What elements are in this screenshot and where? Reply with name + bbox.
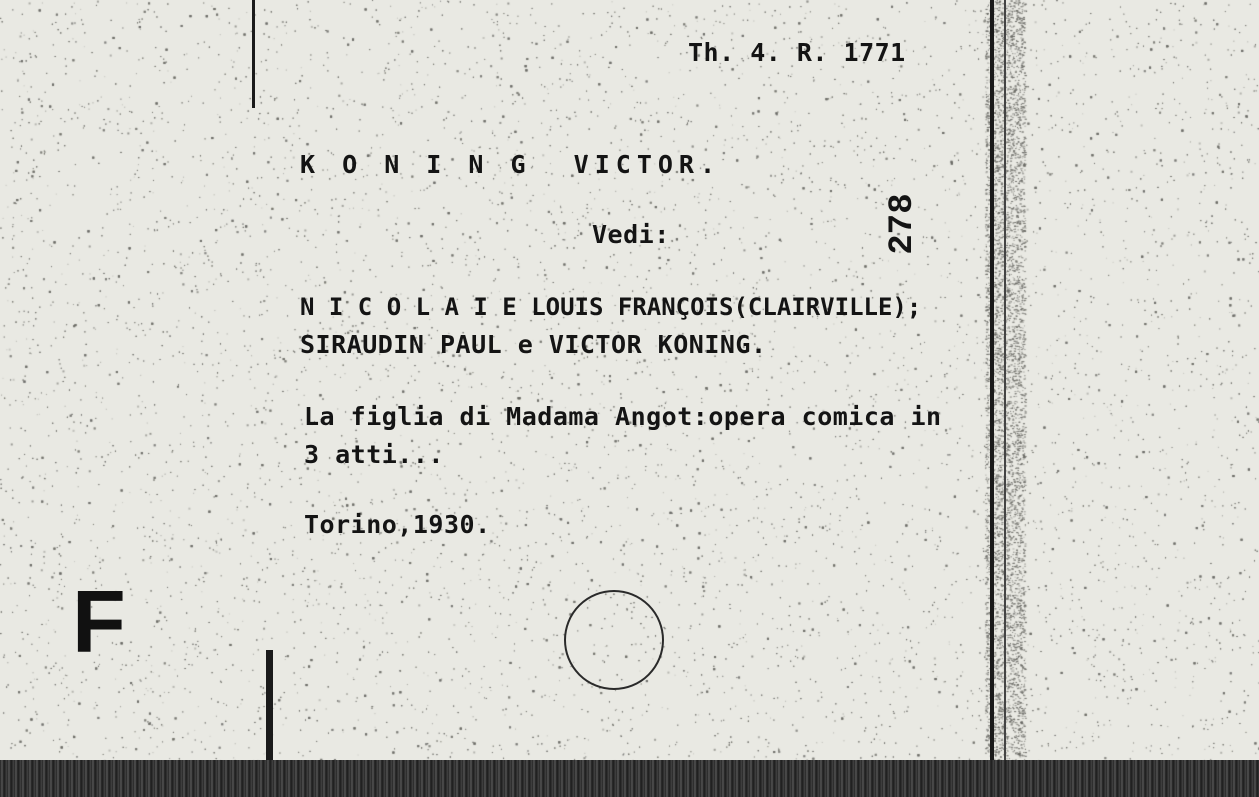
bottom-scan-band [0,760,1259,797]
authors-line-1: N I C O L A I E LOUIS FRANÇOIS(CLAIRVILLE); [300,293,922,321]
shelfmark: Th. 4. R. 1771 [688,38,906,67]
authors-line-2: SIRAUDIN PAUL e VICTOR KONING. [300,330,767,359]
title-line-2: 3 atti... [304,440,444,469]
corner-letter: F [72,572,126,671]
heading-author: K O N I N G VICTOR. [300,150,722,179]
card-right-edge-shadow [1004,0,1006,760]
card-left-edge [252,0,255,108]
punch-hole [564,590,664,690]
title-line-1: La figlia di Madama Angot:opera comica in [304,402,942,431]
card-right-edge [990,0,994,760]
see-label: Vedi: [592,220,670,249]
imprint: Torino,1930. [304,510,491,539]
card-left-edge-lower [266,650,273,760]
margin-number: 278 [884,193,922,255]
